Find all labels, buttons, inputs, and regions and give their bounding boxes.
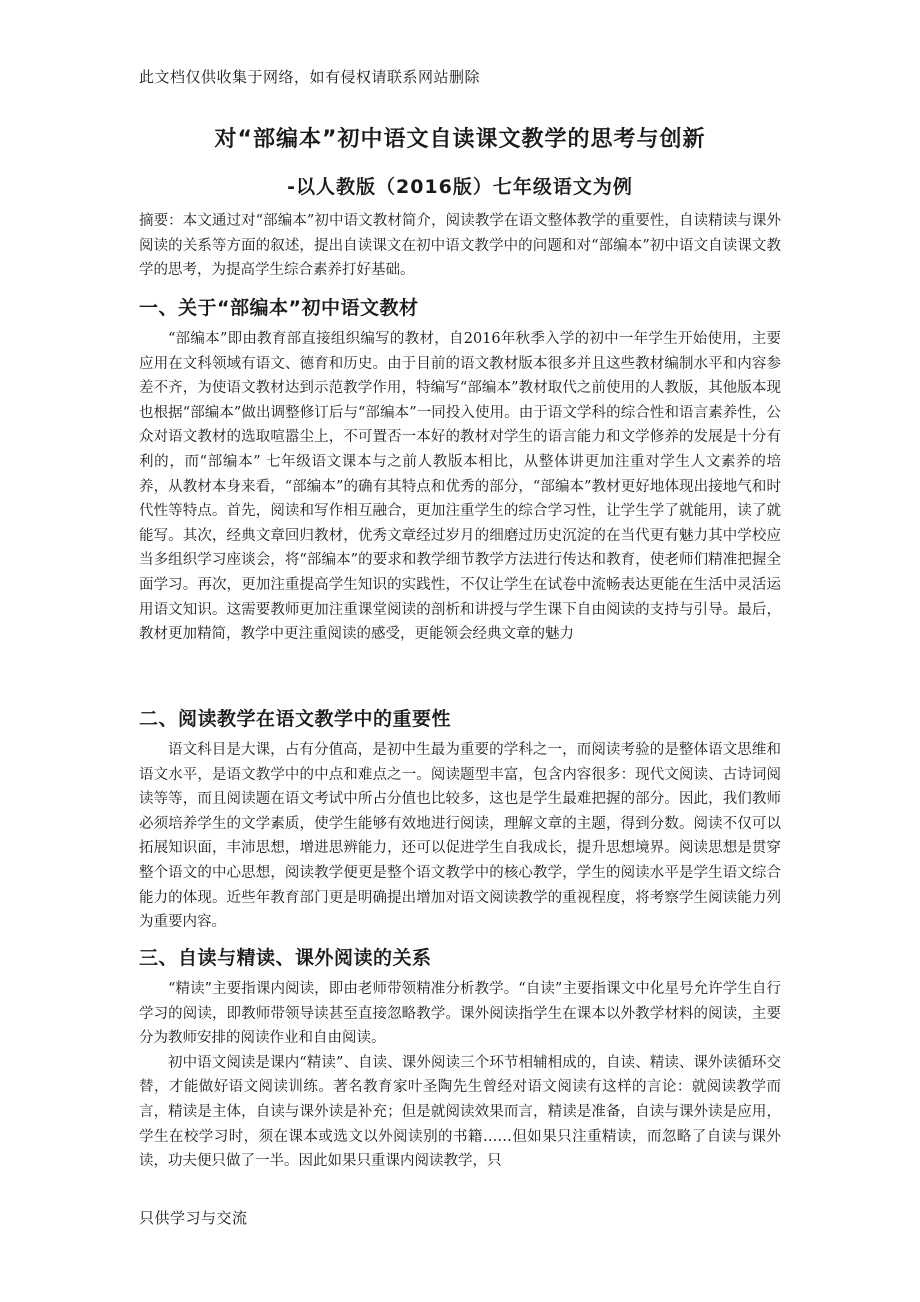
paragraph: “部编本”即由教育部直接组织编写的教材，自2016年秋季入学的初中一年学生开始使用，主要应用在文科领域有语文、德育和历史。由于目前的语文教材版本很多并且这些教材编制水平和内容参差不齐，为使语文教材达到示范教学作用，特编写“部编本”教材取代之前使用的人教版，其他版本现也根据“部编本”做出调整修订后与“部编本”一同投入使用。由于语文学科的综合性和语言素养性，公众对语文教材的选取喧嚣尘上，不可置否一本好的教材对学生的语言能力和文学修养的发展是十分有利的，而“部编本” 七年级语文课本与之前人教版本相比，从整体讲更加注重对学生人文素养的培养，从教材本身来看，“部编本”的确有其特点和优秀的部分，“部编本”教材更好地体现出接地气和时代性等特点。首先，阅读和写作相互融合，更加注重学生的综合学习性，让学生学了就能用，读了就能写。其次，经典文章回归教材，优秀文章经过岁月的细磨过历史沉淀的在当代更有魅力其中学校应当多组织学习座谈会，将“部编本”的要求和教学细节教学方法进行传达和教育，使老师们精准把握全面学习。再次，更加注重提高学生知识的实践性，不仅让学生在试卷中流畅表达更能在生活中灵活运用语文知识。这需要教师更加注重课堂阅读的剖析和讲授与学生课下自由阅读的支持与引导。最后，教材更加精简，教学中更注重阅读的感受，更能领会经典文章的魅力 <box>139 331 781 643</box>
abstract <box>139 209 781 283</box>
section-body-3 <box>139 977 781 1174</box>
footer-note: 只供学习与交流 <box>139 1209 248 1227</box>
paragraph: “精读”主要指课内阅读，即由老师带领精准分析教学。“自读”主要指课文中化星号允许学生自行学习的阅读，即教师带领导读甚至直接忽略教学。课外阅读指学生在课本以外教学材料的阅读，主要分为教师安排的阅读作业和自由阅读。 <box>139 981 781 1047</box>
section-heading-2: 二、阅读教学在语文教学中的重要性 <box>139 708 452 730</box>
header-disclaimer: 此文档仅供收集于网络，如有侵权请联系网站删除 <box>139 68 481 86</box>
paragraph: 初中语文阅读是课内“精读”、自读、课外阅读三个环节相辅相成的，自读、精读、课外读循环交替，才能做好语文阅读训练。著名教育家叶圣陶先生曾经对语文阅读有这样的言论：就阅读教学而言，精读是主体，自读与课外读是补充；但是就阅读效果而言，精读是准备，自读与课外读是应用，学生在校学习时，须在课本或选文以外阅读别的书籍……但如果只注重精读，而忽略了自读与课外读，功夫便只做了一半。因此如果只重课内阅读教学，只 <box>139 1054 781 1170</box>
paragraph: 语文科目是大课，占有分值高，是初中生最为重要的学科之一，而阅读考验的是整体语文思维和语文水平，是语文教学中的中点和难点之一。阅读题型丰富，包含内容很多：现代文阅读、古诗词阅读等等，而且阅读题在语文考试中所占分值也比较多，这也是学生最难把握的部分。因此，我们教师必须培养学生的文学素质，使学生能够有效地进行阅读，理解文章的主题，得到分数。阅读不仅可以拓展知识面，丰沛思想，增进思辨能力，还可以促进学生自我成长，提升思想境界。阅读思想是贯穿整个语文的中心思想，阅读教学便更是整个语文教学中的核心教学，学生的阅读水平是学生语文综合能力的体现。近些年教育部门更是明确提出增加对语文阅读教学的重视程度，将考察学生阅读能力列为重要内容。 <box>139 742 781 931</box>
section-heading-3: 三、自读与精读、课外阅读的关系 <box>139 947 432 969</box>
section-body-2 <box>139 738 781 935</box>
document-subtitle: -以人教版（2016版）七年级语文为例 <box>287 176 633 198</box>
document-title: 对“部编本”初中语文自读课文教学的思考与创新 <box>214 127 706 152</box>
section-body-1 <box>139 327 781 647</box>
abstract-text: 摘要：本文通过对“部编本”初中语文教材简介，阅读教学在语文整体教学的重要性，自读精读与课外阅读的关系等方面的叙述，提出自读课文在初中语文教学中的问题和对“部编本”初中语文自读课文教学的思考，为提高学生综合素养打好基础。 <box>139 213 781 279</box>
section-heading-1: 一、关于“部编本”初中语文教材 <box>139 297 419 319</box>
